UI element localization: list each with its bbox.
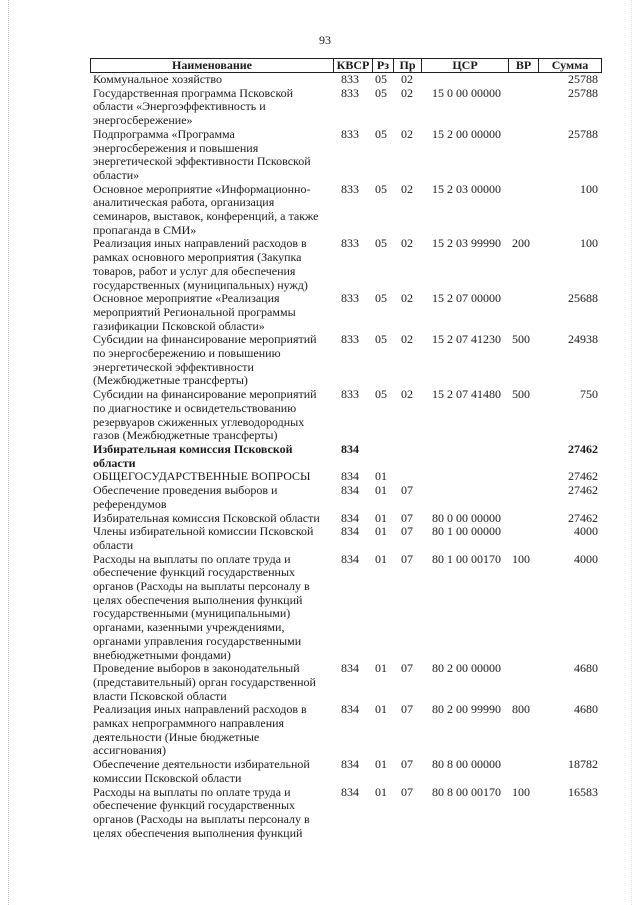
header-rz: Рз (372, 58, 393, 73)
cell-csr: 15 2 03 00000 (432, 181, 501, 196)
cell-rz: 01 (375, 702, 387, 717)
cell-vr (508, 128, 538, 183)
cell-rz: 01 (375, 551, 387, 566)
cell-csr: 15 2 03 99990 (432, 236, 501, 251)
cell-kvsr: 833 (341, 181, 359, 196)
cell-kvsr: 834 (341, 524, 359, 539)
cell-csr: 15 2 07 41480 (432, 387, 501, 402)
cell-kvsr: 833 (341, 387, 359, 402)
cell-rz: 05 (375, 181, 387, 196)
cell-csr: 80 0 00 00000 (432, 510, 501, 525)
header-kvsr: КВСР (333, 58, 372, 73)
cell-csr (421, 470, 508, 484)
cell-pr: 07 (401, 702, 413, 717)
cell-sum: 4680 (574, 702, 598, 717)
cell-rz: 05 (375, 236, 387, 251)
cell-name: Подпрограмма «Программа энергосбережения и повышения энергетической эффективности Псковской области» (93, 126, 311, 182)
cell-vr (508, 512, 538, 526)
cell-sum: 25788 (568, 126, 598, 141)
cell-pr: 02 (401, 72, 413, 86)
cell-pr: 02 (401, 85, 413, 100)
cell-csr: 80 2 00 99990 (432, 702, 501, 717)
cell-rz: 05 (375, 332, 387, 347)
cell-sum: 18782 (568, 757, 598, 772)
cell-csr: 80 8 00 00000 (432, 757, 501, 772)
cell-vr (508, 470, 538, 484)
cell-sum: 25788 (568, 85, 598, 100)
cell-name: Субсидии на финансирование мероприятий по энергосбережению и повышению энергетической эффективности (Межбюджетные трансферты) (93, 332, 317, 388)
cell-pr: 07 (401, 510, 413, 525)
page-number: 93 (319, 33, 331, 47)
cell-vr (508, 73, 538, 87)
cell-vr (508, 525, 538, 552)
table-row (90, 237, 602, 292)
cell-vr (508, 443, 538, 470)
cell-rz: 01 (375, 661, 387, 676)
cell-pr: 07 (401, 524, 413, 539)
header-pr: Пр (393, 58, 421, 73)
cell-name: Коммунальное хозяйство (93, 72, 222, 86)
cell-sum: 750 (580, 387, 598, 402)
table-row (90, 786, 602, 841)
cell-name: Государственная программа Псковской области «Энергоэффективность и энергосбережение» (93, 85, 294, 128)
cell-name: Избирательная комиссия Псковской области (93, 510, 320, 525)
cell-csr: 80 1 00 00170 (432, 551, 501, 566)
cell-sum: 25788 (568, 72, 598, 86)
cell-csr: 80 8 00 00170 (432, 784, 501, 799)
cell-kvsr: 834 (341, 483, 359, 498)
cell-name: Обеспечение проведения выборов и референдумов (93, 483, 278, 511)
cell-kvsr: 834 (341, 661, 359, 676)
header-name: Наименование (90, 58, 333, 73)
cell-csr: 15 2 07 00000 (432, 291, 501, 306)
cell-sum: 4680 (574, 661, 598, 676)
cell-kvsr: 834 (341, 441, 359, 456)
cell-name: Основное мероприятие «Информационно- аналитическая работа, организация семинаров, выставок, конференций, а также пропаганда в СМИ» (93, 181, 319, 237)
cell-rz: 01 (375, 510, 387, 525)
cell-kvsr: 833 (341, 85, 359, 100)
cell-sum: 16583 (568, 784, 598, 799)
cell-pr: 02 (401, 236, 413, 251)
cell-kvsr: 834 (341, 757, 359, 772)
cell-kvsr: 834 (341, 784, 359, 799)
cell-vr (508, 183, 538, 238)
cell-csr: 15 2 00 00000 (432, 126, 501, 141)
cell-pr: 07 (401, 757, 413, 772)
cell-vr: 500 (512, 332, 530, 347)
cell-rz: 05 (375, 126, 387, 141)
cell-csr: 80 2 00 00000 (432, 661, 501, 676)
cell-name: Члены избирательной комиссии Псковской области (93, 524, 314, 552)
cell-vr (508, 292, 538, 333)
table-row (90, 292, 602, 333)
budget-table (90, 73, 602, 840)
cell-rz: 01 (375, 524, 387, 539)
cell-rz: 05 (375, 291, 387, 306)
cell-name: Основное мероприятие «Реализация мероприятий Региональной программы газификации Псковской области» (93, 291, 296, 333)
cell-rz: 05 (375, 72, 387, 86)
table-row (90, 553, 602, 663)
cell-rz: 01 (375, 483, 387, 498)
cell-pr: 07 (401, 483, 413, 498)
table-row (90, 333, 602, 388)
cell-kvsr: 833 (341, 291, 359, 306)
scan-edge-mark (8, 0, 9, 905)
cell-vr: 500 (512, 387, 530, 402)
table-row (90, 87, 602, 128)
cell-sum: 4000 (574, 524, 598, 539)
cell-pr (393, 443, 421, 470)
cell-kvsr: 834 (341, 510, 359, 525)
cell-name: Субсидии на финансирование мероприятий по диагностике и освидетельствованию резервуаров сжиженных углеводородных газов (Межбюджетные трансферты) (93, 387, 317, 443)
cell-vr (508, 484, 538, 511)
cell-pr: 07 (401, 661, 413, 676)
cell-vr: 800 (512, 702, 530, 717)
cell-rz: 05 (375, 85, 387, 100)
scan-edge-mark (631, 0, 632, 905)
cell-kvsr: 833 (341, 126, 359, 141)
cell-vr (508, 662, 538, 703)
cell-name: Избирательная комиссия Псковской области (93, 441, 293, 470)
cell-csr: 15 0 00 00000 (432, 85, 501, 100)
cell-vr: 100 (512, 784, 530, 799)
cell-name: Расходы на выплаты по оплате труда и обеспечение функций государственных органов (Расходы на выплаты персоналу в целях обеспечения выполнения функций государственными (муниципальными) органами, казенными учреждениями, органами управления государственными внебюджетными фондами) (93, 551, 310, 662)
cell-rz: 01 (375, 784, 387, 799)
cell-pr: 02 (401, 332, 413, 347)
cell-kvsr: 833 (341, 332, 359, 347)
table-row (90, 388, 602, 443)
table-row (90, 662, 602, 703)
header-csr: ЦСР (421, 58, 508, 73)
table-row (90, 525, 602, 552)
cell-name: Реализация иных направлений расходов в рамках непрограммного направления деятельности (Иные бюджетные ассигнования) (93, 702, 307, 758)
cell-vr: 200 (512, 236, 530, 251)
header-sum: Сумма (538, 58, 602, 73)
cell-kvsr: 834 (341, 551, 359, 566)
table-row (90, 470, 602, 484)
cell-vr: 100 (512, 551, 530, 566)
cell-sum: 25688 (568, 291, 598, 306)
table-row (90, 703, 602, 758)
cell-csr (421, 443, 508, 470)
cell-name: Расходы на выплаты по оплате труда и обеспечение функций государственных органов (Расходы на выплаты персоналу в целях обеспечения выполнения функций (93, 784, 310, 840)
header-vr: ВР (508, 58, 538, 73)
cell-csr: 80 1 00 00000 (432, 524, 501, 539)
cell-kvsr: 834 (341, 469, 359, 484)
cell-pr: 07 (401, 551, 413, 566)
cell-pr: 02 (401, 181, 413, 196)
table-row-section (90, 443, 602, 470)
cell-kvsr: 833 (341, 236, 359, 251)
cell-pr: 02 (401, 126, 413, 141)
cell-pr (393, 470, 421, 484)
cell-pr: 02 (401, 291, 413, 306)
cell-pr: 07 (401, 784, 413, 799)
cell-name: Проведение выборов в законодательный (представительный) орган государственной власти Псковской области (93, 661, 316, 703)
cell-sum: 100 (580, 181, 598, 196)
table-row (90, 128, 602, 183)
cell-sum: 27462 (568, 469, 598, 484)
cell-csr (421, 484, 508, 511)
cell-sum: 24938 (568, 332, 598, 347)
cell-csr (421, 73, 508, 87)
table-row (90, 73, 602, 87)
cell-name: Обеспечение деятельности избирательной комиссии Псковской области (93, 757, 310, 785)
cell-rz: 05 (375, 387, 387, 402)
table-header (90, 58, 602, 73)
cell-name: Реализация иных направлений расходов в рамках основного мероприятия (Закупка товаров, работ и услуг для обеспечения государственных (муниципальных) нужд) (93, 236, 308, 292)
cell-kvsr: 833 (341, 72, 359, 86)
cell-kvsr: 834 (341, 702, 359, 717)
table-row (90, 758, 602, 785)
cell-rz: 01 (375, 469, 387, 484)
cell-vr (508, 758, 538, 785)
cell-vr (508, 87, 538, 128)
table-row (90, 183, 602, 238)
cell-pr: 02 (401, 387, 413, 402)
table-row (90, 484, 602, 511)
cell-rz (372, 443, 393, 470)
cell-csr: 15 2 07 41230 (432, 332, 501, 347)
cell-sum: 100 (580, 236, 598, 251)
table-row (90, 512, 602, 526)
cell-sum: 27462 (568, 441, 598, 456)
cell-sum: 27462 (568, 510, 598, 525)
cell-sum: 4000 (574, 551, 598, 566)
cell-name: ОБЩЕГОСУДАРСТВЕННЫЕ ВОПРОСЫ (93, 469, 311, 484)
cell-sum: 27462 (568, 483, 598, 498)
cell-rz: 01 (375, 757, 387, 772)
